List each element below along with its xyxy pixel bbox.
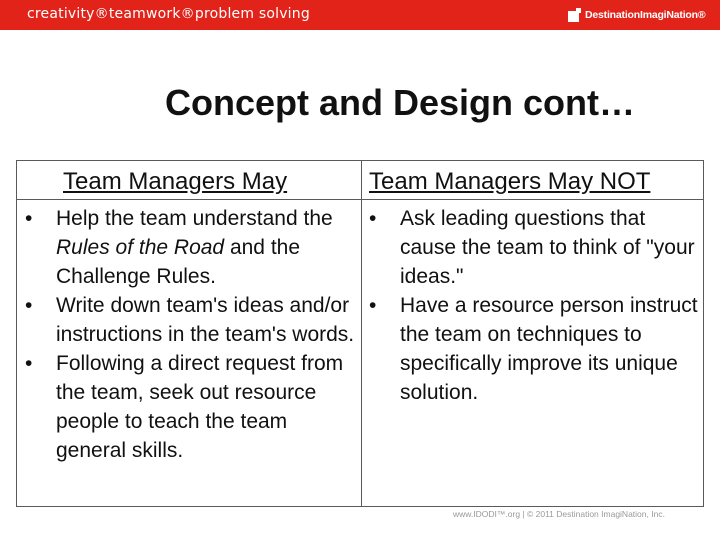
bullet: • xyxy=(369,207,377,230)
left-column xyxy=(25,204,355,465)
list-item xyxy=(25,349,355,465)
logo-text: DestinationImagiNation® xyxy=(585,9,706,21)
list-item xyxy=(25,204,355,291)
list-item-text: Have a resource person instruct the team on techniques to specifically improve its unique solution. xyxy=(400,294,698,404)
list-item-text: Ask leading questions that cause the team to think of "your ideas." xyxy=(400,207,695,288)
right-column-heading: Team Managers May NOT xyxy=(369,168,651,195)
footer-copyright: www.IDODI™.org | © 2011 Destination ImagiNation, Inc. xyxy=(453,509,665,519)
list-item xyxy=(25,291,355,349)
list-item xyxy=(369,291,703,407)
logo-squares-icon xyxy=(568,8,582,22)
bullet: • xyxy=(25,352,33,375)
list-item-text: Help the team understand the Rules of the Road and the Challenge Rules. xyxy=(56,207,333,288)
destination-imagination-logo xyxy=(568,6,705,24)
slide-title: Concept and Design cont… xyxy=(164,82,636,123)
left-column-heading: Team Managers May xyxy=(63,168,288,195)
header-rule xyxy=(17,199,703,200)
list-item-text: Write down team's ideas and/or instructions in the team's words. xyxy=(56,294,355,346)
bullet: • xyxy=(25,207,33,230)
bullet: • xyxy=(369,294,377,317)
list-item xyxy=(369,204,703,291)
right-column xyxy=(369,204,703,407)
tagline: creativity®teamwork®problem solving xyxy=(27,6,310,22)
column-divider xyxy=(361,161,362,506)
bullet: • xyxy=(25,294,33,317)
header-bar xyxy=(0,0,720,30)
list-item-text: Following a direct request from the team, seek out resource people to teach the team general skills. xyxy=(56,352,344,462)
comparison-table xyxy=(16,160,704,507)
rules-of-the-road-emphasis: Rules of the Road xyxy=(56,236,225,259)
